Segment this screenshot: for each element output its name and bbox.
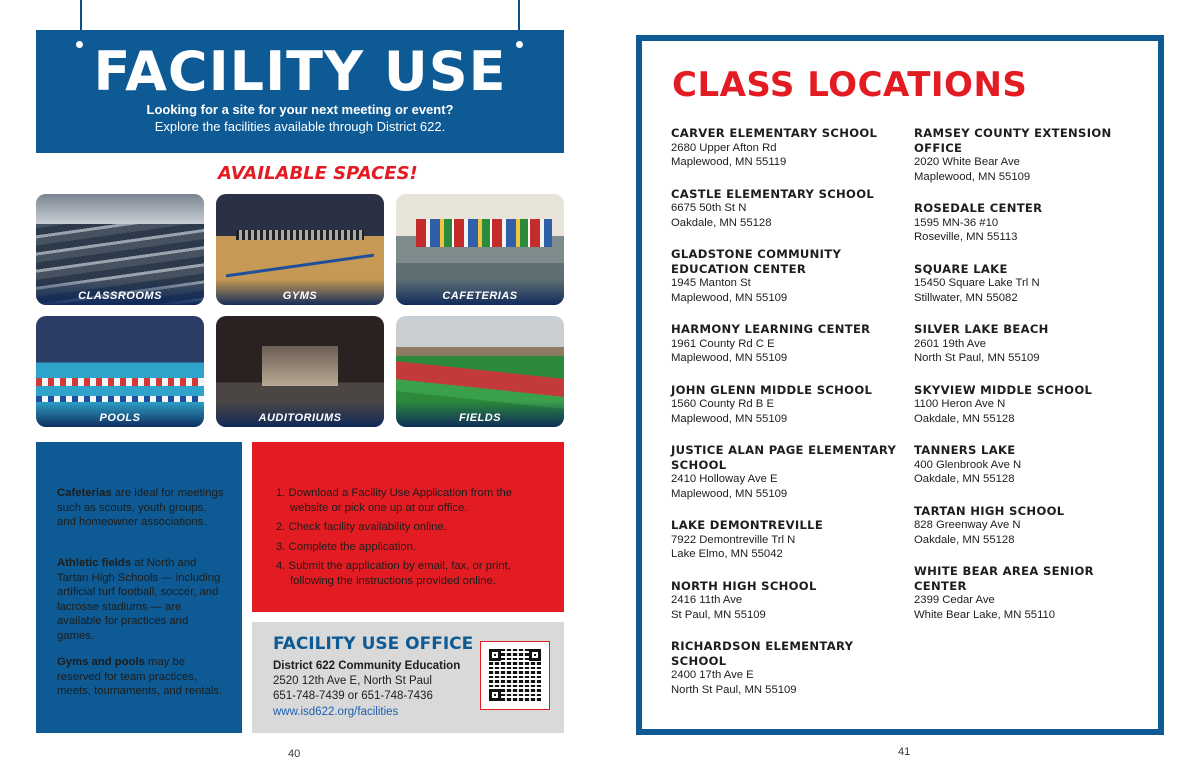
location-item [914, 201, 1140, 245]
location-city: Stillwater, MN 55082 [914, 291, 1018, 304]
facility-use-banner [36, 30, 564, 153]
location-street: 828 Greenway Ave N [914, 519, 1021, 531]
location-street: 2680 Upper Afton Rd [671, 141, 777, 154]
location-item [671, 383, 897, 427]
space-label-pools: POOLS [36, 401, 204, 427]
locations-column-2 [914, 126, 1140, 639]
info-cafeterias-text: are ideal for meetings such as scouts, youth groups, and homeowner associations. [57, 487, 224, 528]
office-phones: 651-748-7439 or 651-748-7436 [273, 690, 433, 702]
auditorium-stage [262, 346, 338, 386]
hanger-line-right [518, 0, 520, 30]
info-athletic-fields-bold: Athletic fields [57, 557, 132, 569]
office-url-link[interactable]: www.isd622.org/facilities [273, 706, 399, 718]
auditoriums-photo [216, 316, 384, 427]
location-street: 2020 White Bear Ave [914, 156, 1020, 168]
location-city: North St Paul, MN 55109 [914, 352, 1040, 364]
page-number-right: 41 [898, 746, 911, 758]
location-name: JOHN GLENN MIDDLE SCHOOL [671, 382, 873, 397]
location-item [671, 443, 897, 501]
classroom-wall [36, 194, 204, 224]
banner-subtitle: Explore the facilities available through District 622. [154, 119, 446, 134]
hanger-line-left [80, 0, 82, 30]
info-gyms-pools-bold: Gyms and pools [57, 656, 145, 668]
location-name: SKYVIEW MIDDLE SCHOOL [914, 382, 1093, 397]
qr-finder-top-right [529, 649, 541, 661]
class-locations-title: CLASS LOCATIONS [672, 65, 1028, 105]
location-item [914, 322, 1140, 366]
facility-use-office-panel [252, 622, 564, 733]
space-label-auditoriums: AUDITORIUMS [216, 401, 384, 427]
info-gyms-pools-text: may be reserved for team practices, meets, tournaments, and rentals. [57, 656, 223, 697]
step-4: 4. Submit the application by email, fax, or print, following the instructions provided online. [276, 560, 511, 587]
qr-finder-top-left [489, 649, 501, 661]
cafeterias-photo [396, 194, 564, 305]
banner-hole-right [516, 41, 523, 48]
location-street: 2601 19th Ave [914, 337, 987, 350]
location-item [671, 322, 897, 366]
location-name: SQUARE LAKE [914, 261, 1008, 276]
location-street: 1100 Heron Ave N [914, 398, 1006, 410]
gym-net [236, 230, 364, 240]
facility-info-panel [36, 442, 242, 733]
location-item [671, 126, 897, 170]
location-city: Lake Elmo, MN 55042 [671, 548, 783, 560]
location-city: Oakdale, MN 55128 [914, 412, 1015, 425]
space-label-classrooms: CLASSROOMS [36, 279, 204, 305]
location-street: 2399 Cedar Ave [914, 594, 995, 606]
fields-photo [396, 316, 564, 427]
step-2: 2. Check facility availability online. [276, 521, 447, 533]
banner-hole-left [76, 41, 83, 48]
pool-lane-rope [36, 378, 204, 386]
steps-list [276, 486, 548, 593]
location-item [671, 518, 897, 562]
location-item [671, 579, 897, 623]
info-cafeterias-bold: Cafeterias [57, 487, 112, 499]
qr-finder-bottom-left [489, 689, 501, 701]
location-item [671, 187, 897, 231]
location-item [671, 247, 897, 305]
location-city: Oakdale, MN 55128 [914, 533, 1015, 546]
location-street: 2410 Holloway Ave E [671, 473, 778, 485]
location-name: TANNERS LAKE [914, 443, 1016, 457]
page-title: FACILITY USE [93, 40, 507, 103]
location-city: St Paul, MN 55109 [671, 608, 766, 621]
office-address: 2520 12th Ave E, North St Paul [273, 675, 432, 687]
location-street: 400 Glenbrook Ave N [914, 458, 1022, 471]
location-name: LAKE DEMONTREVILLE [671, 518, 824, 532]
location-city: Oakdale, MN 55128 [671, 216, 772, 229]
location-street: 1560 County Rd B E [671, 398, 774, 410]
info-gyms-pools [57, 655, 227, 699]
available-spaces-heading: AVAILABLE SPACES! [218, 163, 418, 184]
location-street: 2400 17th Ave E [671, 669, 754, 681]
location-street: 1961 County Rd C E [671, 337, 775, 350]
page-number-left: 40 [288, 748, 301, 760]
locations-column-1 [671, 126, 897, 714]
location-item [914, 383, 1140, 427]
class-locations-frame [636, 35, 1164, 735]
location-item [914, 443, 1140, 487]
location-name: HARMONY LEARNING CENTER [671, 322, 871, 336]
location-name: RICHARDSON ELEMENTARY SCHOOL [671, 639, 854, 668]
info-cafeterias [57, 486, 227, 530]
location-name: CASTLE ELEMENTARY SCHOOL [671, 186, 875, 201]
banner-subtitle-bold: Looking for a site for your next meeting or event? [146, 102, 454, 117]
location-city: White Bear Lake, MN 55110 [914, 608, 1056, 621]
location-city: Oakdale, MN 55128 [914, 473, 1015, 485]
location-name: TARTAN HIGH SCHOOL [914, 503, 1065, 518]
location-city: Maplewood, MN 55109 [914, 170, 1031, 183]
location-item [914, 126, 1140, 184]
location-item [914, 504, 1140, 548]
step-3: 3. Complete the application. [276, 540, 417, 553]
location-city: Maplewood, MN 55109 [671, 291, 788, 304]
gyms-photo [216, 194, 384, 305]
location-name: WHITE BEAR AREA SENIOR CENTER [914, 564, 1094, 593]
location-street: 6675 50th St N [671, 202, 747, 214]
info-athletic-fields-text: at North and Tartan High Schools — including artificial turf football, soccer, and lacrosse stadiums — are available for practices and games. [57, 557, 221, 642]
cafeteria-flags [416, 219, 552, 247]
space-label-cafeterias: CAFETERIAS [396, 279, 564, 305]
location-name: GLADSTONE COMMUNITY EDUCATION CENTER [671, 247, 842, 276]
location-name: NORTH HIGH SCHOOL [671, 578, 817, 593]
application-steps-panel [252, 442, 564, 612]
qr-code-icon[interactable] [480, 641, 550, 710]
pools-photo [36, 316, 204, 427]
space-label-gyms: GYMS [216, 279, 384, 305]
location-street: 2416 11th Ave [671, 594, 743, 606]
location-name: RAMSEY COUNTY EXTENSION OFFICE [914, 126, 1112, 155]
office-org: District 622 Community Education [273, 660, 461, 672]
location-name: CARVER ELEMENTARY SCHOOL [671, 126, 878, 140]
step-1: 1. Download a Facility Use Application from the website or pick one up at our office. [276, 487, 513, 514]
location-city: Roseville, MN 55113 [914, 231, 1018, 243]
space-label-fields: FIELDS [396, 401, 564, 427]
office-title: FACILITY USE OFFICE [273, 634, 474, 654]
classrooms-photo [36, 194, 204, 305]
location-city: Maplewood, MN 55109 [671, 487, 788, 500]
location-name: SILVER LAKE BEACH [914, 322, 1049, 336]
location-city: North St Paul, MN 55109 [671, 683, 797, 696]
location-name: JUSTICE ALAN PAGE ELEMENTARY SCHOOL [671, 443, 897, 472]
info-athletic-fields [57, 556, 227, 643]
location-item [914, 564, 1140, 622]
location-street: 1595 MN-36 #10 [914, 216, 999, 229]
location-city: Maplewood, MN 55109 [671, 352, 788, 364]
location-city: Maplewood, MN 55109 [671, 412, 788, 425]
location-street: 1945 Manton St [671, 277, 751, 289]
location-item [914, 262, 1140, 306]
location-name: ROSEDALE CENTER [914, 201, 1043, 215]
gym-court-line [226, 254, 374, 278]
location-item [671, 639, 897, 697]
location-city: Maplewood, MN 55119 [671, 156, 787, 168]
location-street: 7922 Demontreville Trl N [671, 533, 796, 546]
location-street: 15450 Square Lake Trl N [914, 277, 1040, 289]
